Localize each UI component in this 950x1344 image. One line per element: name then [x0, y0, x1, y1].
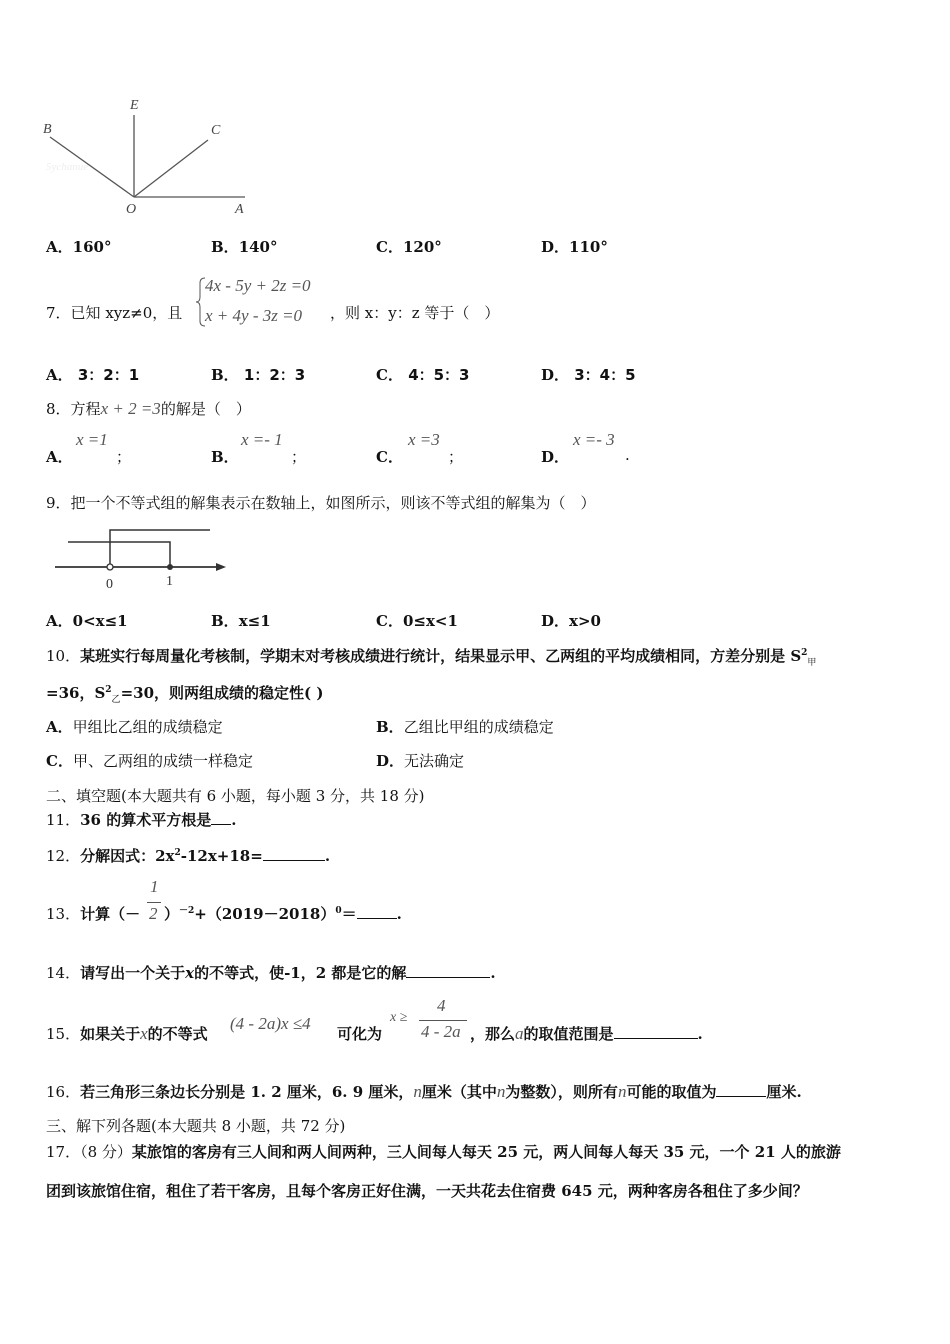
solution-bracket-upper	[110, 530, 210, 567]
q10-option-b: B．乙组比甲组的成绩稳定	[376, 718, 554, 736]
section-3-heading: 三、解下列各题(本大题共 8 小题，共 72 分)	[46, 1117, 346, 1135]
q8-option-a: A． x =1 ；	[46, 430, 132, 466]
q11-answer-blank[interactable]	[211, 810, 231, 825]
tick-label-0: 0	[106, 577, 113, 592]
q7-equation-2: x + 4y - 3z =0	[205, 306, 303, 325]
q15-fraction-denominator: 4 - 2a	[421, 1022, 461, 1041]
q13: 13．计算（－	[46, 905, 141, 923]
q15-part1: 15．如果关于x的不等式	[46, 1024, 208, 1043]
q13-answer-blank[interactable]	[357, 904, 397, 919]
q10-option-d: D．无法确定	[376, 752, 465, 770]
angle-figure	[40, 95, 260, 220]
q7-prefix: 已知 xyz≠0，且	[70, 304, 183, 322]
q9-option-d: D．x>0	[541, 612, 601, 630]
q15-inequality: (4 - 2a)x ≤4	[230, 1014, 311, 1033]
q15-lhs: x ≥	[390, 1010, 408, 1025]
q10-line2: =36，$S^2_乙=30$，则两组成绩的稳定性( )	[46, 684, 324, 705]
q10-line1: 10．某班实行每周量化考核制，学期末对考核成绩进行统计，结果显示甲、乙两组的平均成绩相同，方差分别是 $S^2_甲$	[46, 647, 817, 668]
point-zero-open	[107, 564, 113, 570]
q13-rest: ）$^{-2}+(2019-2018)^0=$ .	[164, 905, 402, 923]
q8-stem: 8．方程x + 2 =3的解是（ ）	[46, 399, 251, 418]
ray-OC	[134, 140, 208, 197]
q7-number: 7．	[46, 304, 71, 322]
q8-option-b: B． x =- 1 ；	[211, 430, 307, 466]
section-2-heading: 二、填空题(本大题共有 6 小题，每小题 3 分，共 18 分)	[46, 787, 425, 805]
q7-option-a: A． 3：2：1	[46, 366, 140, 384]
tick-label-1: 1	[166, 574, 173, 589]
label-E: E	[130, 98, 139, 113]
q12: 12．分解因式：$2x^2-12x+18=$ .	[46, 847, 331, 865]
q7-option-d: D． 3：4：5	[541, 366, 636, 384]
q15-part2: 可化为	[337, 1025, 383, 1043]
q6-option-b: B．140°	[211, 238, 278, 256]
q15-fraction-numerator: 4	[437, 996, 446, 1015]
q7-stem	[46, 302, 182, 323]
q8-equation: x + 2 =3	[100, 399, 161, 418]
q13-fraction-bar	[147, 902, 161, 903]
q15-part3: ，那么a的取值范围是 .	[470, 1024, 703, 1043]
q9-option-c: C．0≤x<1	[376, 612, 458, 630]
label-A: A	[235, 202, 244, 217]
q14-answer-blank[interactable]	[406, 963, 490, 978]
q9-option-b: B．x≤1	[211, 612, 271, 630]
watermark: 5ychanue	[46, 161, 89, 173]
q12-answer-blank[interactable]	[263, 846, 325, 861]
q15-fraction-bar	[419, 1020, 467, 1021]
q9-option-a: A．0<x≤1	[46, 612, 128, 630]
q15-answer-blank[interactable]	[614, 1024, 698, 1039]
arrow-head	[216, 563, 226, 571]
number-line-figure	[50, 522, 230, 594]
q6-option-c: C．120°	[376, 238, 442, 256]
q7-equation-1: 4x - 5y + 2z =0	[205, 276, 311, 295]
label-C: C	[211, 123, 221, 138]
q8-option-d: D． x =- 3 .	[541, 430, 630, 466]
q6-option-a: A．160°	[46, 238, 112, 256]
q7-option-b: B． 1：2：3	[211, 366, 306, 384]
point-one-closed	[167, 564, 173, 570]
solution-bracket-lower	[68, 542, 170, 567]
q16: 16．若三角形三条边长分别是 1. 2 厘米，6. 9 厘米，n厘米（其中n为整数），则所有n可能的取值为 厘米.	[46, 1082, 802, 1101]
q8-option-c: C． x =3 ；	[376, 430, 464, 466]
q11: 11．36 的算术平方根是 .	[46, 811, 237, 829]
q6-option-d: D．110°	[541, 238, 608, 256]
q10-option-c: C．甲、乙两组的成绩一样稳定	[46, 752, 253, 770]
q7-suffix: ，则 x：y：z 等于（ ）	[330, 304, 500, 322]
label-O: O	[126, 202, 137, 217]
q14: 14．请写出一个关于x的不等式，使-1，2 都是它的解 .	[46, 964, 496, 982]
q10-option-a: A．甲组比乙组的成绩稳定	[46, 718, 223, 736]
q17-line2: 团到该旅馆住宿，租住了若干客房，且每个客房正好住满，一天共花去住宿费 645 元，两种客房各租住了多少间？	[46, 1182, 808, 1200]
q13-fraction-denominator: 2	[149, 904, 158, 923]
q16-answer-blank[interactable]	[716, 1082, 766, 1097]
q17-line1: 17．（8 分）某旅馆的客房有三人间和两人间两种，三人间每人每天 25 元，两人间每人每天 35 元，一个 21 人的旅游	[46, 1143, 841, 1161]
q7-option-c: C． 4：5：3	[376, 366, 470, 384]
q9-stem: 9．把一个不等式组的解集表示在数轴上，如图所示，则该不等式组的解集为（ ）	[46, 494, 596, 512]
q13-fraction-numerator: 1	[150, 877, 159, 896]
label-B: B	[43, 122, 52, 137]
